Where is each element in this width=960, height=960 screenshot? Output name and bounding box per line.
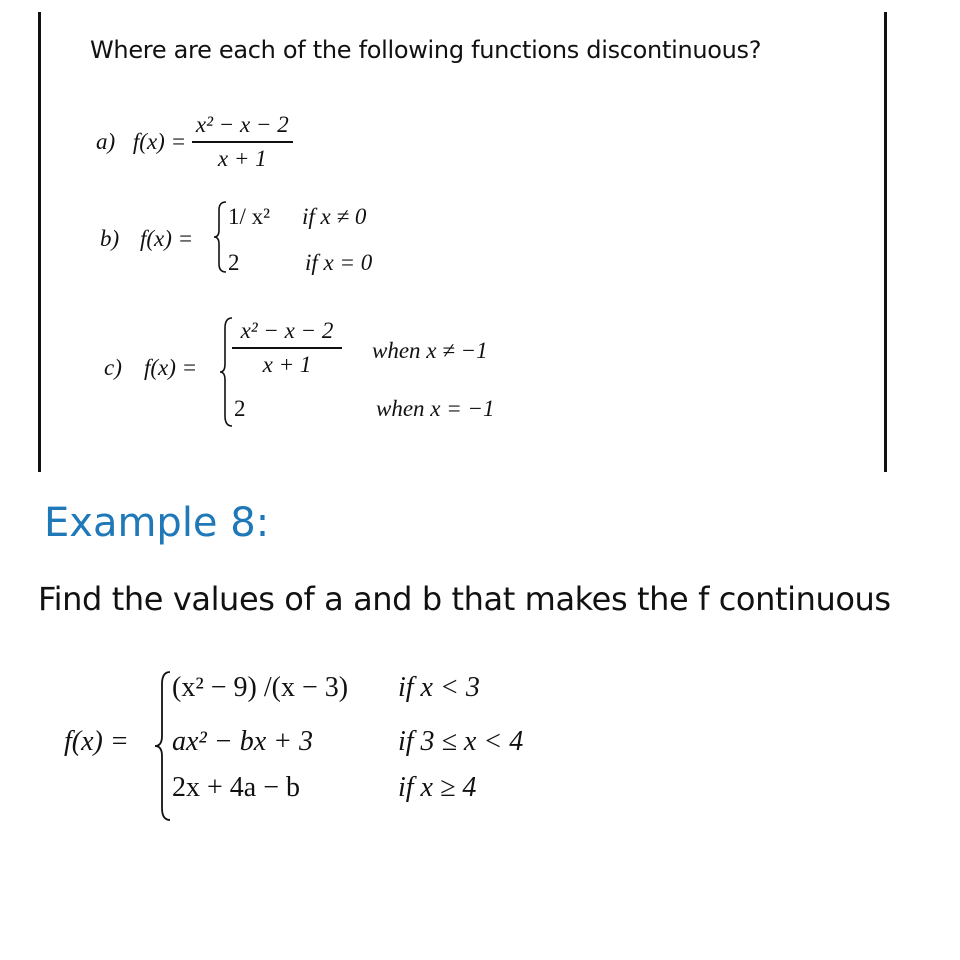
- part-c-numerator: x² − x − 2: [240, 318, 334, 343]
- part-b-case2-cond: if x = 0: [305, 250, 373, 275]
- part-c-lhs: f(x) =: [144, 355, 198, 380]
- part-a: [96, 112, 293, 172]
- example-prompt: Find the values of a and b that makes the f continuous: [38, 580, 891, 618]
- example-case3-cond: if x ≥ 4: [398, 772, 477, 803]
- part-a-lhs: f(x) =: [132, 128, 187, 154]
- example-case3-expr: 2x + 4a − b: [172, 772, 301, 803]
- part-c-case1-cond: when x ≠ −1: [372, 338, 488, 363]
- example-case2-cond: if 3 ≤ x < 4: [398, 726, 524, 757]
- example-lhs: f(x) =: [64, 726, 129, 757]
- part-a-fraction: [192, 112, 293, 172]
- part-c-case2-cond: when x = −1: [376, 396, 495, 421]
- right-border-line: [884, 12, 887, 472]
- part-b-case1-expr: 1/ x²: [228, 204, 271, 229]
- part-c-fraction: [232, 318, 342, 378]
- example-case2-expr: ax² − bx + 3: [172, 726, 314, 757]
- example-case1-expr: (x² − 9) /(x − 3): [172, 672, 349, 703]
- left-border-line: [38, 12, 41, 472]
- part-a-label: a): [96, 128, 116, 154]
- example-case1-cond: if x < 3: [398, 672, 480, 703]
- question-heading: Where are each of the following functions discontinuous?: [90, 36, 762, 64]
- part-b-case1-cond: if x ≠ 0: [302, 204, 367, 229]
- part-c-case1: [232, 318, 342, 378]
- part-b-label: b): [100, 226, 120, 251]
- part-a-denominator: x + 1: [217, 145, 267, 171]
- example-title: Example 8:: [44, 500, 270, 546]
- part-a-numerator: x² − x − 2: [195, 112, 289, 137]
- part-b-brace: [212, 200, 228, 274]
- part-b-case2-expr: 2: [228, 250, 240, 275]
- part-c-denominator: x + 1: [262, 351, 312, 377]
- part-c-case2-expr: 2: [234, 396, 246, 421]
- part-b-lhs: f(x) =: [140, 226, 194, 251]
- example-brace: [152, 670, 172, 822]
- part-c-label: c): [104, 355, 122, 380]
